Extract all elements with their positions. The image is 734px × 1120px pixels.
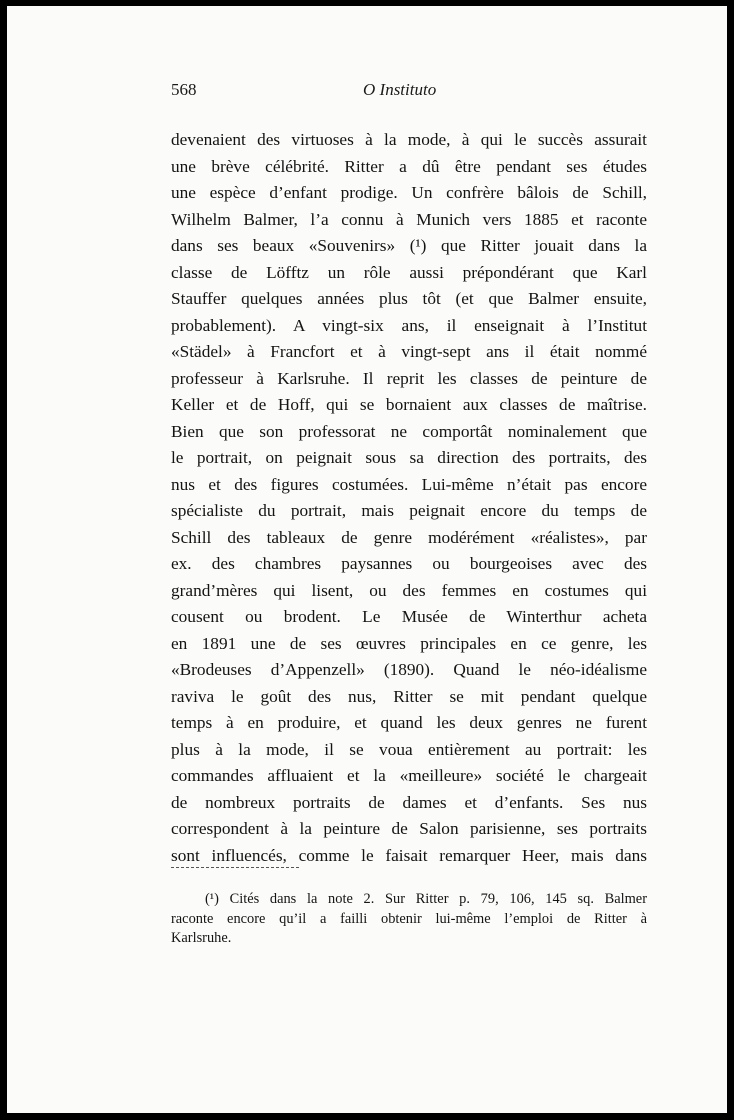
body-line: Bien que son professorat ne comportât nominalement que (171, 421, 647, 441)
body-line: Stauffer quelques années plus tôt (et que Balmer ensuite, (171, 289, 647, 308)
body-line: Wilhelm Balmer, l’a connu à Munich vers 1885 et raconte (171, 209, 647, 229)
footnote (171, 890, 647, 949)
body-line: le portrait, on peignait sous sa direction des portraits, des (171, 448, 647, 467)
body-line: «Brodeuses d’Appenzell» (1890). Quand le néo-idéalisme (171, 660, 647, 679)
footnote-line: raconte encore qu’il a failli obtenir lui-même l’emploi de Ritter à (171, 910, 647, 927)
running-title: O Instituto (363, 80, 437, 99)
body-line: raviva le goût des nus, Ritter se mit pendant quelque (171, 686, 647, 706)
body-line: en 1891 une de ses œuvres principales en ce genre, les (171, 633, 647, 653)
body-line: devenaient des virtuoses à la mode, à qui le succès assurait (171, 130, 647, 149)
body-line: professeur à Karlsruhe. Il reprit les classes de peinture de (171, 368, 647, 388)
body-line: classe de Löfftz un rôle aussi prépondérant que Karl (171, 262, 647, 282)
page-number: 568 (171, 80, 197, 99)
body-line: dans ses beaux «Souvenirs» (¹) que Ritter jouait dans la (171, 236, 647, 255)
footnote-divider (171, 867, 299, 868)
footnote-line: (¹) Cités dans la note 2. Sur Ritter p. 79, 106, 145 sq. Balmer (205, 891, 647, 907)
page-header (171, 80, 647, 106)
body-line: correspondent à la peinture de Salon parisienne, ses portraits (171, 819, 647, 838)
body-line: nus et des figures costumées. Lui-même n’était pas encore (171, 474, 647, 494)
body-line: temps à en produire, et quand les deux genres ne furent (171, 713, 647, 732)
body-line: «Städel» à Francfort et à vingt-sept ans il était nommé (171, 342, 647, 361)
body-paragraph (171, 127, 647, 869)
body-line: grand’mères qui lisent, ou des femmes en costumes qui (171, 580, 647, 600)
body-line: probablement). A vingt-six ans, il enseignait à l’Institut (171, 315, 647, 335)
body-line: une brève célébrité. Ritter a dû être pendant ses études (171, 156, 647, 176)
body-line: cousent ou brodent. Le Musée de Winterthur acheta (171, 607, 647, 626)
footnote-line: Karlsruhe. (171, 930, 232, 946)
body-line: sont influencés, comme le faisait remarquer Heer, mais dans (171, 845, 647, 865)
body-line: commandes affluaient et la «meilleure» société le chargeait (171, 766, 647, 785)
body-line: spécialiste du portrait, mais peignait encore du temps de (171, 501, 647, 520)
body-line: Schill des tableaux de genre modérément «réalistes», par (171, 527, 647, 547)
body-line: de nombreux portraits de dames et d’enfants. Ses nus (171, 792, 647, 812)
body-line: ex. des chambres paysannes ou bourgeoises avec des (171, 554, 647, 573)
body-line: une espèce d’enfant prodige. Un confrère bâlois de Schill, (171, 183, 647, 202)
body-line: plus à la mode, il se voua entièrement au portrait: les (171, 739, 647, 759)
body-line: Keller et de Hoff, qui se bornaient aux classes de maîtrise. (171, 395, 647, 414)
